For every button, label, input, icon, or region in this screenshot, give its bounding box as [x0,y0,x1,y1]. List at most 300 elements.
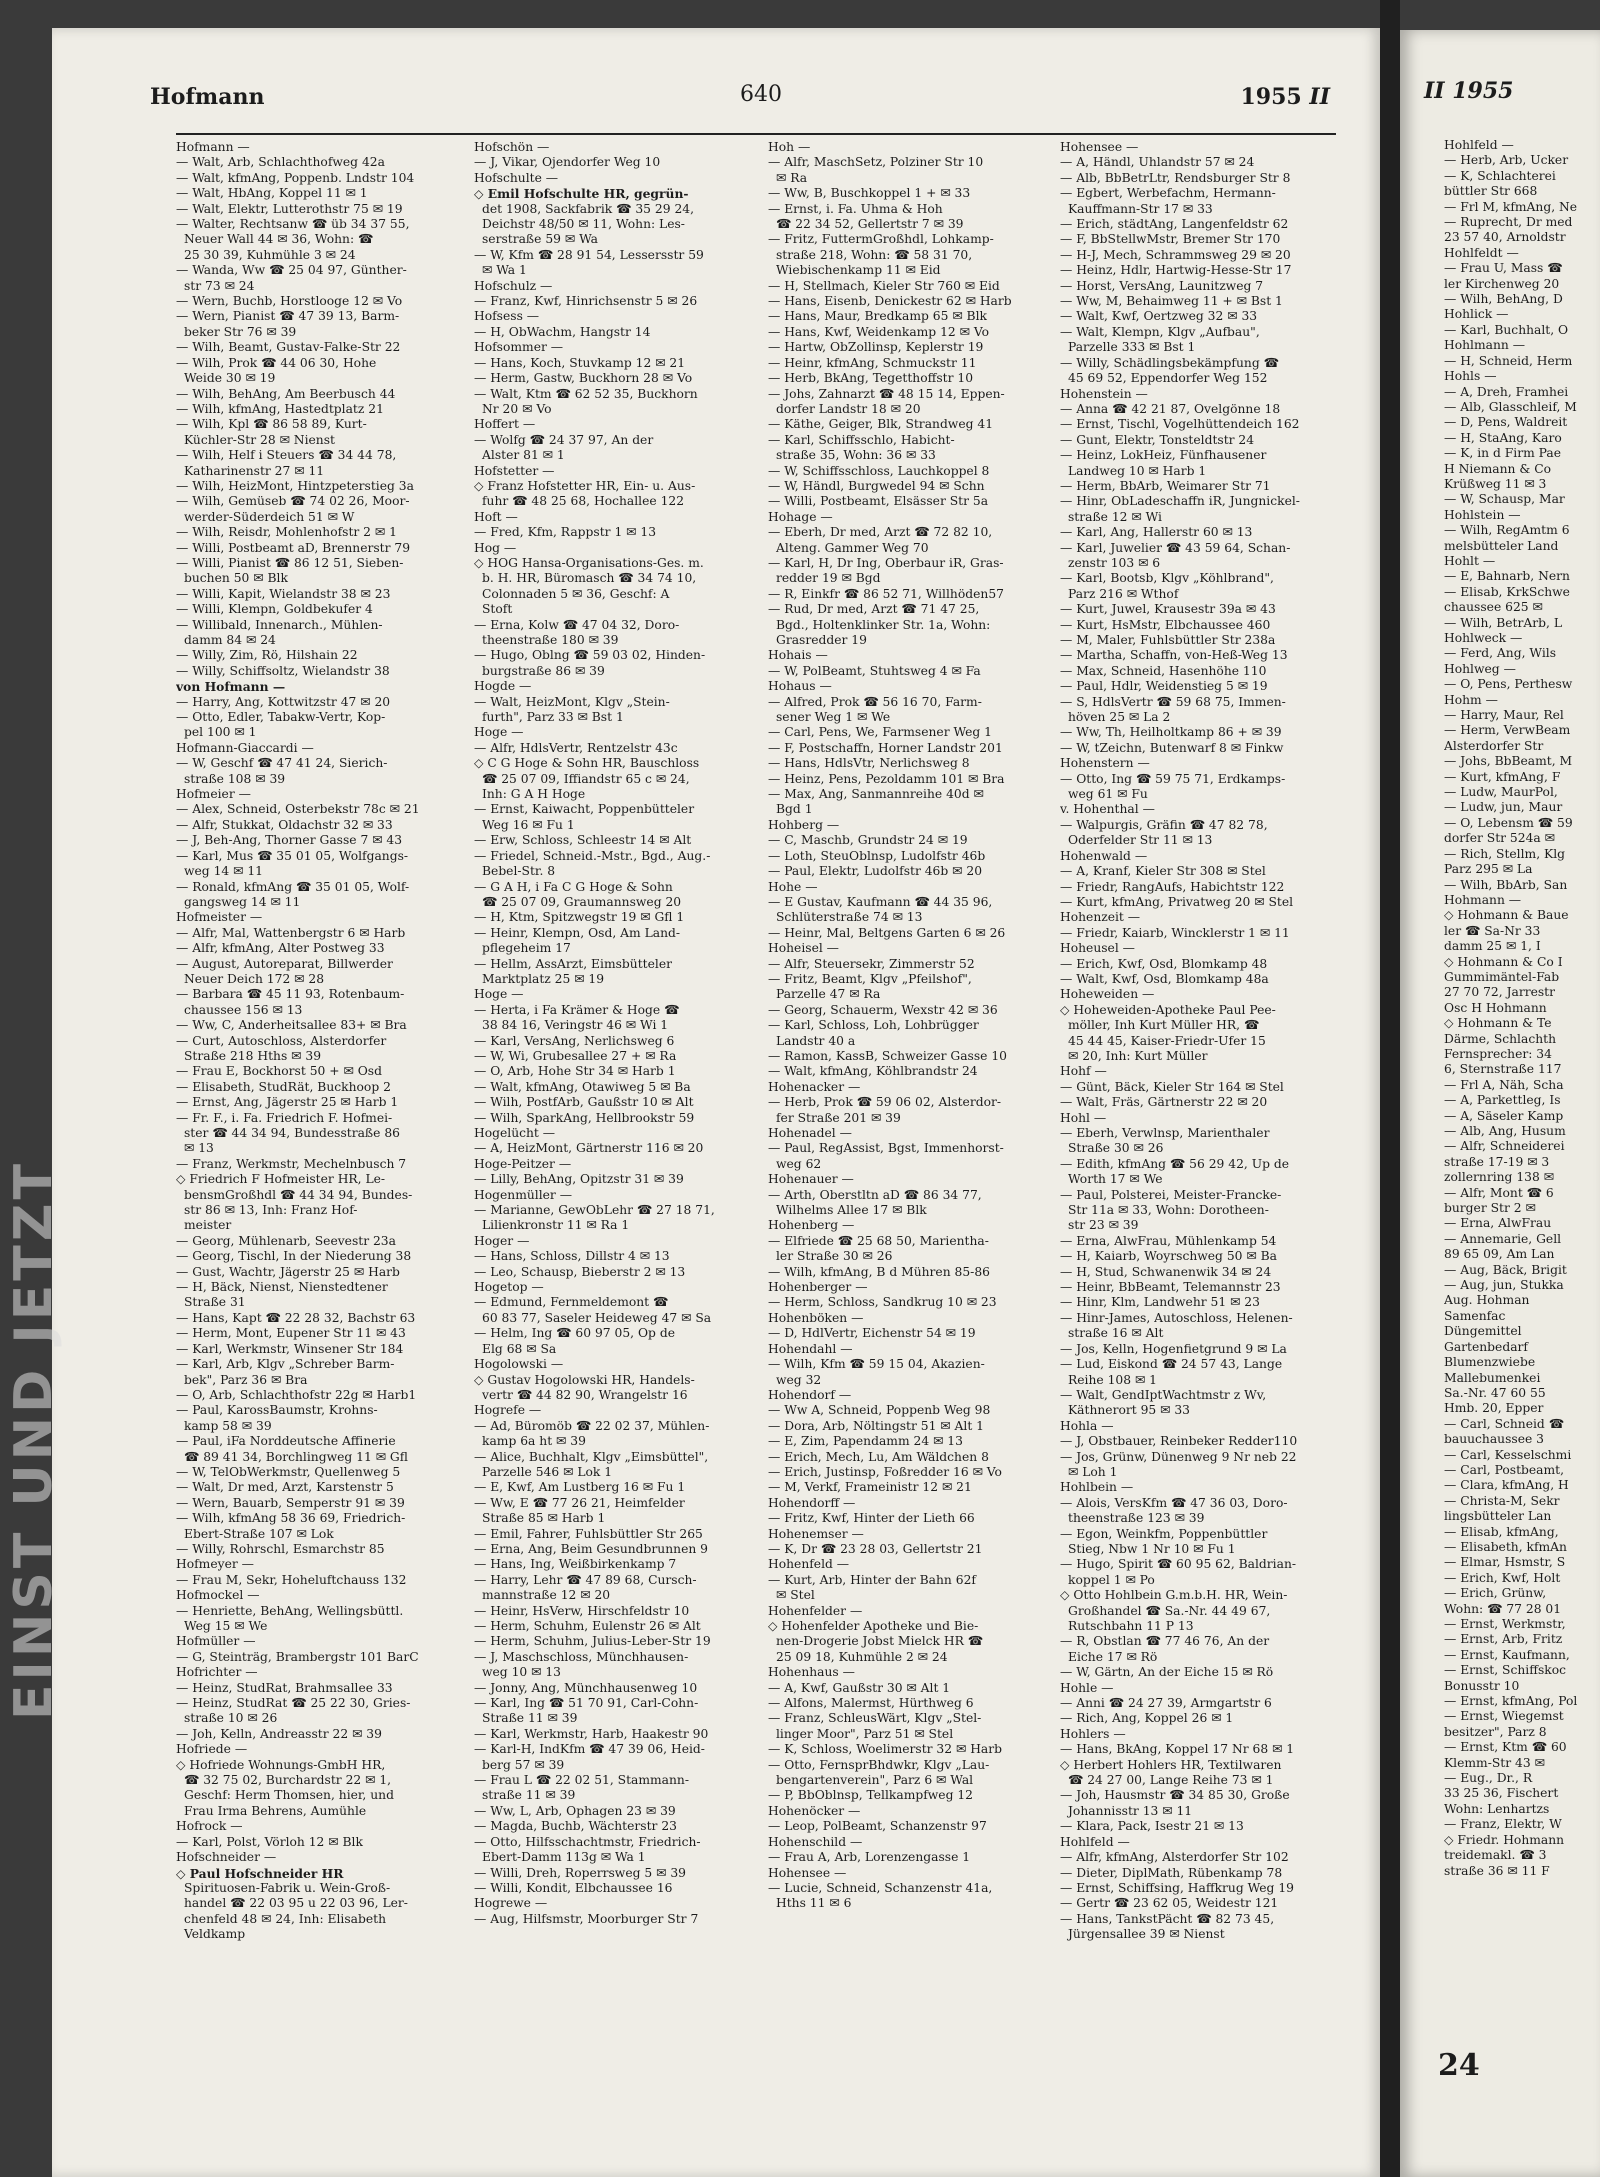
directory-entry: — Heinr, kfmAng, Schmuckstr 11 [768,355,977,370]
directory-entry: — W, Kfm ☎ 28 91 54, Lessersstr 59 [474,247,704,262]
directory-entry: Straße 218 Hths ✉ 39 [184,1048,322,1063]
directory-entry: — R, Einkfr ☎ 86 52 71, Willhöden57 [768,586,1004,601]
directory-entry: — Hans, Eisenb, Denickestr 62 ✉ Harb [768,294,1012,309]
directory-entry: — Walt, kfmAng, Köhlbrandstr 24 [768,1064,978,1079]
directory-entry: Rutschbahn 11 P 13 [1068,1619,1194,1633]
directory-entry: straße 218, Wohn: ☎ 58 31 70, [776,247,973,262]
directory-entry: Hofmüller — [176,1634,256,1649]
directory-entry: — Walt, GendIptWachtmstr z Wv, [1060,1387,1267,1402]
directory-entry: — Walt, Arb, Schlachthofweg 42a [176,155,385,170]
directory-entry: Colonnaden 5 ✉ 36, Geschf: A [482,586,670,601]
directory-entry: — Alfr, MaschSetz, Polziner Str 10 [768,155,984,170]
directory-entry: Wilhelms Allee 17 ✉ Blk [776,1203,927,1218]
directory-entry: — Frau L ☎ 22 02 51, Stammann- [474,1773,689,1788]
right-page-entry: — Frau U, Mass ☎ [1444,261,1563,276]
directory-entry: Hofschulte — [474,170,559,185]
directory-entry: ◇ Emil Hofschulte HR, gegrün- [474,186,689,202]
right-page-column [1444,138,1600,2038]
directory-entry: Parzelle 546 ✉ Lok 1 [482,1464,613,1479]
directory-entry: Reihe 108 ✉ 1 [1068,1372,1157,1387]
directory-entry: theenstraße 123 ✉ 39 [1068,1511,1205,1526]
directory-entry: — Erna, Kolw ☎ 47 04 32, Doro- [474,617,680,632]
directory-entry: — Heinz, LokHeiz, Fünfhausener [1060,448,1267,463]
directory-entry: — Erich, städtAng, Langenfeldstr 62 [1060,217,1289,232]
right-page-entry: Hohlfeld — [1444,138,1514,152]
directory-entry: fuhr ☎ 48 25 68, Hochallee 122 [482,494,685,509]
directory-entry: — P, BbOblnsp, Tellkampfweg 12 [768,1788,974,1803]
directory-entry: Bgd 1 [776,802,813,817]
directory-entry: — Wilh, HeizMont, Hintzpeterstieg 3a [176,478,414,493]
right-page-entry: Hmb. 20, Epper [1444,1401,1544,1416]
directory-entry: — Paul, Hdlr, Weidenstieg 5 ✉ 19 [1060,679,1268,694]
directory-entry: — Karl, Ing ☎ 51 70 91, Carl-Cohn- [474,1696,699,1711]
directory-entry: pel 100 ✉ 1 [184,725,257,740]
directory-entry: von Hofmann — [176,679,286,695]
directory-entry: — Willi, Kapit, Wielandstr 38 ✉ 23 [176,586,391,601]
directory-entry: — Franz, SchleusWärt, Klgv „Stel- [768,1711,982,1726]
directory-entry: Großhandel ☎ Sa.-Nr. 44 49 67, [1068,1603,1271,1618]
directory-entry: — Wilh, PostfArb, Gaußstr 10 ✉ Alt [474,1095,694,1110]
directory-entry: Hofmeister — [176,910,263,925]
right-page-entry: Hohmann — [1444,892,1522,907]
directory-entry: — H, ObWachm, Hangstr 14 [474,324,651,339]
directory-entry: — Erich, Justinsp, Foßredder 16 ✉ Vo [768,1464,1002,1479]
directory-entry: Hohf — [1060,1064,1107,1079]
directory-entry: — Georg, Schauerm, Wexstr 42 ✉ 36 [768,1002,998,1017]
directory-entry: straße 16 ✉ Alt [1068,1326,1164,1341]
directory-entry: Hohaus — [768,679,832,694]
directory-entry: — H, Bäck, Nienst, Nienstedtener [176,1280,388,1295]
directory-entry: — W, Schiffsschloss, Lauchkoppel 8 [768,463,990,478]
directory-entry: Jürgensallee 39 ✉ Nienst [1068,1927,1225,1942]
directory-entry: 45 69 52, Eppendorfer Weg 152 [1068,371,1268,386]
directory-entry: — Herm, Schuhm, Eulenstr 26 ✉ Alt [474,1619,701,1633]
directory-entry: sener Weg 1 ✉ We [776,710,891,725]
right-page-entry: — Elisab, KrkSchwe [1444,584,1570,599]
directory-entry: fer Straße 201 ✉ 39 [776,1110,901,1125]
right-page-entry: Hohm — [1444,692,1498,707]
directory-entry: — Leo, Schausp, Bieberstr 2 ✉ 13 [474,1264,686,1279]
right-page-entry: Hohlt — [1444,553,1496,568]
directory-entry: — Wilh, kfmAng, Hastedtplatz 21 [176,401,384,416]
directory-entry: b. H. HR, Büromasch ☎ 34 74 10, [482,571,697,586]
directory-entry: — Fritz, Beamt, Klgv „Pfeilshof", [768,971,972,986]
directory-entry: Ebert-Damm 113g ✉ Wa 1 [482,1850,646,1865]
directory-entry: straße 10 ✉ 26 [184,1711,278,1726]
directory-entry: — Ww, M, Behaimweg 11 + ✉ Bst 1 [1060,294,1283,309]
right-page-entry: 6, Sternstraße 117 [1444,1062,1562,1077]
directory-entry: str 73 ✉ 24 [184,278,255,293]
directory-entry: Hogolowski — [474,1357,564,1372]
directory-entry: — Günt, Bäck, Kieler Str 164 ✉ Stel [1060,1079,1284,1094]
directory-entry: — Hans, Kapt ☎ 22 28 32, Bachstr 63 [176,1310,416,1325]
right-page-entry: — Elisab, kfmAng, [1444,1524,1559,1539]
directory-entry: Elg 68 ✉ Sa [482,1341,557,1356]
directory-entry: Eiche 17 ✉ Rö [1068,1649,1158,1664]
directory-entry: — G A H, i Fa C G Hoge & Sohn [474,879,673,894]
directory-entry: — Hans, TankstPächt ☎ 82 73 45, [1060,1911,1275,1926]
volume: II [1309,84,1330,110]
directory-entry: linger Moor", Parz 51 ✉ Stel [776,1726,954,1741]
directory-entry: — Alfr, Mal, Wattenbergstr 6 ✉ Harb [176,925,406,940]
directory-entry: Hoheusel — [1060,941,1135,956]
directory-entry: Hofrock — [176,1819,243,1834]
right-page-entry: — Wilh, BbArb, San [1444,877,1568,892]
directory-entry: — Fred, Kfm, Rappstr 1 ✉ 13 [474,525,657,540]
directory-entry: — Jos, Kelln, Hogenfietgrund 9 ✉ La [1060,1341,1287,1356]
directory-entry: Hofmann-Giaccardi — [176,740,314,755]
directory-entry: — Ernst, Ang, Jägerstr 25 ✉ Harb 1 [176,1095,399,1110]
directory-entry: — Walt, Dr med, Arzt, Karstenstr 5 [176,1480,394,1495]
directory-entry: — Paul, KarossBaumstr, Krohns- [176,1403,378,1418]
directory-entry: — Heinz, Hdlr, Hartwig-Hesse-Str 17 [1060,263,1292,278]
directory-entry: — Heinz, StudRat, Brahmsallee 33 [176,1680,393,1695]
directory-entry: — Käthe, Geiger, Blk, Strandweg 41 [768,417,994,432]
directory-entry: Hoheisel — [768,941,839,956]
directory-entry: Hoh — [768,140,811,154]
directory-entry: — Ad, Büromöb ☎ 22 02 37, Mühlen- [474,1418,710,1433]
directory-entry: Küchler-Str 28 ✉ Nienst [184,432,335,447]
directory-entry: berg 57 ✉ 39 [482,1757,565,1772]
directory-entry: Hohenstern — [1060,756,1150,771]
right-page-entry: besitzer", Parz 8 [1444,1724,1547,1739]
directory-entry: — Alfr, kfmAng, Alsterdorfer Str 102 [1060,1850,1289,1865]
directory-entry: Katharinenstr 27 ✉ 11 [184,463,325,478]
directory-entry: Weg 16 ✉ Fu 1 [482,817,575,832]
directory-entry: — Willy, Schiffsoltz, Wielandstr 38 [176,663,390,678]
directory-entry: — Wilh, Prok ☎ 44 06 30, Hohe [176,355,377,370]
directory-entry: — Ww, Th, Heilholtkamp 86 + ✉ 39 [1060,725,1282,740]
directory-entry: Landstr 40 a [776,1033,856,1048]
directory-entry: Neuer Wall 44 ✉ 36, Wohn: ☎ [184,232,374,247]
directory-entry: Oderfelder Str 11 ✉ 13 [1068,833,1213,848]
right-page-entry: — Karl, Buchhalt, O [1444,322,1569,337]
directory-entry: Weg 15 ✉ We [184,1619,268,1633]
directory-entry: — August, Autoreparat, Billwerder [176,956,393,971]
directory-entry: — W, Gärtn, An der Eiche 15 ✉ Rö [1060,1665,1274,1680]
directory-entry: Str 11a ✉ 33, Wohn: Dorotheen- [1068,1203,1269,1218]
directory-entry: — Herb, BkAng, Tegetthoffstr 10 [768,371,974,386]
directory-entry: Hohl — [1060,1110,1107,1125]
directory-entry: — S, HdlsVertr ☎ 59 68 75, Immen- [1060,694,1286,709]
directory-entry: — Fritz, FuttermGroßhdl, Lohkamp- [768,232,994,247]
right-page-entry: — Erich, Grünw, [1444,1586,1547,1601]
right-page-header: II 1955 [1424,78,1514,104]
directory-entry: — A, Händl, Uhlandstr 57 ✉ 24 [1060,155,1255,170]
right-page-entry: — Erna, AlwFrau [1444,1216,1552,1231]
right-page-entry: — Ernst, Ktm ☎ 60 [1444,1740,1567,1755]
right-page-entry: — Wilh, BehAng, D [1444,292,1563,307]
directory-entry: Weide 30 ✉ 19 [184,371,276,386]
side-watermark: EINST UND JETZT [4,1160,64,1720]
directory-entry: — Wilh, SparkAng, Hellbrookstr 59 [474,1110,695,1125]
directory-entry: ✉ Wa 1 [482,263,527,278]
directory-entry: — F, Postschaffn, Horner Landstr 201 [768,740,1003,755]
directory-entry: — Gertr ☎ 23 62 05, Weidestr 121 [1060,1896,1279,1911]
corner-mark: 24 [1438,2048,1480,2083]
directory-entry: Hohendahl — [768,1341,853,1356]
right-page-entry: — Wilh, BetrArb, L [1444,615,1562,630]
directory-entry: — Kurt, Juwel, Krausestr 39a ✉ 43 [1060,602,1276,617]
directory-entry: — Helm, Ing ☎ 60 97 05, Op de [474,1326,675,1341]
directory-entry: Hofstetter — [474,463,555,478]
directory-entry: — Rich, Ang, Koppel 26 ✉ 1 [1060,1711,1234,1726]
directory-entry: Kauffmann-Str 17 ✉ 33 [1068,201,1213,216]
right-page-entry: — Carl, Schneid ☎ [1444,1416,1565,1431]
right-page-entry: — W, Schausp, Mar [1444,492,1565,507]
directory-entry: pflegeheim 17 [482,941,571,956]
directory-entry: — Lud, Eiskond ☎ 24 57 43, Lange [1060,1357,1283,1372]
right-page-entry: — Ernst, Wiegemst [1444,1709,1564,1724]
directory-entry: — Klara, Pack, Isestr 21 ✉ 13 [1060,1819,1244,1834]
directory-entry: — Max, Schneid, Hasenhöhe 110 [1060,663,1267,678]
directory-entry: Hoger — [474,1233,530,1248]
directory-entry: Hohlers — [1060,1726,1126,1741]
directory-entry: — Walt, kfmAng, Poppenb. Lndstr 104 [176,170,415,185]
directory-entry: — Franz, Kwf, Hinrichsenstr 5 ✉ 26 [474,294,698,309]
directory-entry: Ebert-Straße 107 ✉ Lok [184,1526,334,1541]
directory-entry: — Heinz, StudRat ☎ 25 22 30, Gries- [176,1696,411,1711]
directory-entry: — Edith, kfmAng ☎ 56 29 42, Up de [1060,1156,1290,1171]
right-page-entry: — H, Schneid, Herm [1444,353,1573,368]
right-page-entry: — O, Lebensm ☎ 59 [1444,815,1573,830]
directory-entry: ◇ Otto Hohlbein G.m.b.H. HR, Wein- [1060,1588,1288,1603]
directory-entry: — Alfr, kfmAng, Alter Postweg 33 [176,941,385,956]
directory-entry: — Walt, HeizMont, Klgv „Stein- [474,694,670,709]
directory-entry: Hogenmüller — [474,1187,573,1202]
right-page-entry: treidemakl. ☎ 3 [1444,1848,1547,1863]
directory-entry: Hofschulz — [474,278,553,293]
directory-entry: straße 108 ✉ 39 [184,771,286,786]
right-page-entry: — Alb, Ang, Husum [1444,1124,1566,1138]
directory-entry: — G, Steinträg, Brambergstr 101 BarC [176,1649,419,1664]
right-page-entry: — Clara, kfmAng, H [1444,1478,1569,1493]
right-page-entry: — Erich, Kwf, Holt [1444,1570,1561,1585]
right-page-entry: Alsterdorfer Str [1444,738,1544,753]
directory-entry: — A, Kwf, Gaußstr 30 ✉ Alt 1 [768,1680,951,1695]
directory-entry: weg 10 ✉ 13 [482,1665,561,1680]
directory-entry: — Erich, Mech, Lu, Am Wäldchen 8 [768,1449,989,1464]
directory-entry: — E Gustav, Kaufmann ☎ 44 35 96, [768,894,993,909]
directory-entry: — Dora, Arb, Nöltingstr 51 ✉ Alt 1 [768,1418,985,1433]
directory-entry: Hohenschild — [768,1834,863,1849]
directory-entry: Spirituosen-Fabrik u. Wein-Groß- [184,1880,391,1895]
directory-entry: Landweg 10 ✉ Harb 1 [1068,463,1207,478]
directory-entry: — Paul, iFa Norddeutsche Affinerie [176,1434,396,1449]
directory-entry: Hohe — [768,879,818,894]
directory-entry: Inh: G A H Hoge [482,787,586,802]
right-page-entry: Düngemittel [1444,1324,1522,1339]
right-page-entry: straße 17-19 ✉ 3 [1444,1154,1550,1169]
directory-entry: mannstraße 12 ✉ 20 [482,1588,611,1603]
directory-entry: — Eberh, Verwlnsp, Marienthaler [1060,1126,1270,1140]
directory-entry: Hths 11 ✉ 6 [776,1896,852,1911]
directory-entry: 25 30 39, Kuhmühle 3 ✉ 24 [184,247,356,262]
directory-entry: — Alfons, Malermst, Hürthweg 6 [768,1696,974,1711]
directory-entry: ◇ Paul Hofschneider HR [176,1865,344,1881]
directory-entry: furth", Parz 33 ✉ Bst 1 [482,710,624,725]
directory-entry: Deichstr 48/50 ✉ 11, Wohn: Les- [482,217,685,232]
directory-entry: Hohais — [768,648,828,663]
right-page-entry: — Ernst, Werkmstr, [1444,1617,1566,1631]
directory-entry: — Karl, Polst, Vörloh 12 ✉ Blk [176,1834,363,1849]
right-page-entry: — Ernst, Arb, Fritz [1444,1632,1563,1647]
right-page-entry: — Wilh, RegAmtm 6 [1444,523,1570,538]
directory-entry: Johannisstr 13 ✉ 11 [1068,1803,1193,1818]
directory-entry: kamp 6a ht ✉ 39 [482,1434,586,1449]
directory-entry: — Willi, Klempn, Goldbekufer 4 [176,602,373,617]
directory-entry: Grasredder 19 [776,633,867,647]
right-page-entry: — Alb, Glasschleif, M [1444,399,1577,414]
directory-entry: — Walt, Ktm ☎ 62 52 35, Buckhorn [474,386,698,401]
directory-entry: ◇ Hoheweiden-Apotheke Paul Pee- [1060,1002,1276,1017]
directory-entry: — Ww, L, Arb, Ophagen 23 ✉ 39 [474,1803,676,1818]
directory-entry: burgstraße 86 ✉ 39 [482,663,605,678]
right-page-entry: ler Kirchenweg 20 [1444,276,1560,291]
directory-entry: — E, Kwf, Am Lustberg 16 ✉ Fu 1 [474,1480,686,1495]
right-page-entry: lingsbütteler Lan [1444,1509,1552,1524]
directory-entry: nen-Drogerie Jobst Mielck HR ☎ [776,1634,984,1649]
directory-entry: — A, Kranf, Kieler Str 308 ✉ Stel [1060,864,1266,879]
directory-entry: — Wilh, Kfm ☎ 59 15 04, Akazien- [768,1357,985,1372]
directory-entry: — W, tZeichn, Butenwarf 8 ✉ Finkw [1060,740,1284,755]
directory-entry: Käthnerort 95 ✉ 33 [1068,1403,1191,1418]
directory-entry: Hohenberg — [768,1218,855,1233]
directory-entry: — Heinr, Mal, Beltgens Garten 6 ✉ 26 [768,925,1006,940]
right-page-entry: Aug. Hohman [1444,1293,1530,1308]
directory-entry: Marktplatz 25 ✉ 19 [482,971,605,986]
right-page-entry: — Ferd, Ang, Wils [1444,646,1556,661]
directory-entry: redder 19 ✉ Bgd [776,571,881,586]
directory-entry: — M, Maler, Fuhlsbüttler Str 238a [1060,633,1276,647]
directory-entry: — Heinr, Klempn, Osd, Am Land- [474,925,681,940]
directory-entry: Hohle — [1060,1680,1114,1695]
directory-entry: Hofmann — [176,140,250,154]
directory-entry: ✉ 20, Inh: Kurt Müller [1068,1048,1208,1063]
directory-entry: — Kurt, Arb, Hinter der Bahn 62f [768,1572,976,1587]
right-page-entry: — Ernst, Kaufmann, [1444,1647,1570,1662]
directory-entry: werder-Süderdeich 51 ✉ W [184,509,355,524]
directory-entry: — Wilh, Gemüseb ☎ 74 02 26, Moor- [176,494,410,509]
directory-entry: — Aug, Hilfsmstr, Moorburger Str 7 [474,1911,699,1926]
right-page-entry: Hohlweg — [1444,661,1516,676]
directory-entry: — Otto, Ing ☎ 59 75 71, Erdkamps- [1060,771,1286,786]
right-page-entry: — Aug, jun, Stukka [1444,1278,1564,1293]
directory-entry: ☎ 25 07 09, Graumannsweg 20 [482,894,682,909]
running-head: Hofmann [150,84,265,110]
directory-entry: — Ramon, KassB, Schweizer Gasse 10 [768,1048,1007,1063]
right-page-entry: ◇ Hohmann & Te [1444,1016,1552,1031]
directory-entry: — Erich, Kwf, Osd, Blomkamp 48 [1060,956,1268,971]
directory-entry: — Walt, Kwf, Osd, Blomkamp 48a [1060,971,1269,986]
directory-entry: — Hans, Schloss, Dillstr 4 ✉ 13 [474,1249,670,1264]
right-page-entry: — Eug., Dr., R [1444,1771,1533,1786]
right-page-entry: — Ruprecht, Dr med [1444,215,1573,230]
right-page-entry: Blumenzwiebe [1444,1355,1536,1370]
right-page-entry: Samenfac [1444,1308,1506,1323]
directory-entry: str 23 ✉ 39 [1068,1218,1139,1233]
directory-entry: Bebel-Str. 8 [482,864,556,879]
directory-entry: weg 32 [776,1372,822,1387]
directory-entry: Hofmeyer — [176,1557,254,1572]
directory-entry: — Karl, H, Dr Ing, Oberbaur iR, Gras- [768,555,1004,570]
directory-entry: — Walpurgis, Gräfin ☎ 47 82 78, [1060,817,1268,832]
directory-entry: v. Hohenthal — [1060,802,1155,817]
directory-entry: ster ☎ 44 34 94, Bundesstraße 86 [184,1126,400,1140]
directory-entry: Wiebischenkamp 11 ✉ Eid [776,263,941,278]
right-page-entry: ◇ Friedr. Hohmann [1444,1832,1565,1847]
directory-entry: — Hans, Kwf, Weidenkamp 12 ✉ Vo [768,324,990,339]
directory-entry: — Otto, Edler, Tabakw-Vertr, Kop- [176,710,386,725]
right-page-entry: büttler Str 668 [1444,184,1538,199]
directory-entry: — Leop, PolBeamt, Schanzenstr 97 [768,1819,987,1834]
directory-entry: ✉ 13 [184,1141,214,1156]
right-page-entry: zollernring 138 ✉ [1444,1170,1555,1185]
directory-entry: — Horst, VersAng, Launitzweg 7 [1060,278,1264,293]
directory-column-2 [474,140,766,2000]
directory-entry: — Ww, E ☎ 77 26 21, Heimfelder [474,1495,685,1510]
directory-entry: — W, TelObWerkmstr, Quellenweg 5 [176,1464,401,1479]
directory-entry: Stoft [482,602,513,617]
right-page-entry: — E, Bahnarb, Nern [1444,569,1570,584]
directory-entry: — J, Obstbauer, Reinbeker Redder110 [1060,1434,1298,1449]
directory-entry: Hogde — [474,679,532,694]
directory-entry: — Walt, Elektr, Lutterothstr 75 ✉ 19 [176,201,403,216]
directory-entry: — Alfr, HdlsVertr, Rentzelstr 43c [474,740,678,755]
directory-entry: — Herb, Prok ☎ 59 06 02, Alsterdor- [768,1095,1002,1110]
right-page-entry: 33 25 36, Fischert [1444,1786,1559,1801]
directory-entry: — Karl, Mus ☎ 35 01 05, Wolfgangs- [176,848,409,863]
directory-entry: Hohendorf — [768,1387,852,1402]
directory-entry: ✉ Ra [776,170,808,185]
directory-entry: — Frau E, Bockhorst 50 + ✉ Osd [176,1064,382,1079]
directory-entry: — Karl, Werkmstr, Harb, Haakestr 90 [474,1726,709,1741]
directory-entry: ◇ C G Hoge & Sohn HR, Bauschloss [474,756,700,771]
directory-entry: zenstr 103 ✉ 6 [1068,555,1161,570]
directory-entry: — Kurt, HsMstr, Elbchaussee 460 [1060,617,1271,632]
directory-entry: — Anni ☎ 24 27 39, Armgartstr 6 [1060,1696,1272,1711]
directory-entry: — Rud, Dr med, Arzt ☎ 71 47 25, [768,602,980,617]
directory-entry: Hog — [474,540,517,555]
directory-entry: — Karl-H, IndKfm ☎ 47 39 06, Heid- [474,1742,705,1757]
directory-entry: Veldkamp [184,1927,246,1942]
directory-entry: Hohenstein — [1060,386,1148,401]
directory-entry: — Frau A, Arb, Lorenzengasse 1 [768,1850,971,1865]
right-page-entry: bauuchaussee 3 [1444,1432,1545,1447]
directory-entry: ☎ 22 34 52, Gellertstr 7 ✉ 39 [776,217,964,232]
right-page-entry: 27 70 72, Jarrestr [1444,985,1556,1000]
right-page-entry: Hohlstein — [1444,507,1521,522]
directory-entry: Straße 30 ✉ 26 [1068,1141,1164,1156]
directory-entry: Straße 31 [184,1295,246,1310]
right-page-entry: — Christa-M, Sekr [1444,1493,1560,1508]
right-page-entry: straße 36 ✉ 11 F [1444,1863,1550,1878]
right-page-entry: — Ludw, jun, Maur [1444,800,1563,815]
directory-entry: Hohenemser — [768,1526,864,1541]
directory-entry: — J, Maschschloss, Münchhausen- [474,1649,689,1664]
directory-entry: — Harry, Lehr ☎ 47 89 68, Cursch- [474,1572,697,1587]
directory-entry: — Willi, Pianist ☎ 86 12 51, Sieben- [176,555,404,570]
directory-entry: kamp 58 ✉ 39 [184,1418,272,1433]
directory-entry: — Hinr, ObLadeschaffn iR, Jungnickel- [1060,494,1300,509]
directory-entry: straße 35, Wohn: 36 ✉ 33 [776,448,936,463]
directory-entry: — J, Beh-Ang, Thorner Gasse 7 ✉ 43 [176,833,403,848]
directory-entry: Bgd., Holtenklinker Str. 1a, Wohn: [776,617,991,632]
directory-entry: — Magda, Buchb, Wächterstr 23 [474,1819,677,1834]
directory-entry: Hohenberger — [768,1280,868,1295]
right-page-entry: Osc H Hohmann [1444,1000,1547,1015]
directory-entry: — Alois, VersKfm ☎ 47 36 03, Doro- [1060,1495,1288,1510]
